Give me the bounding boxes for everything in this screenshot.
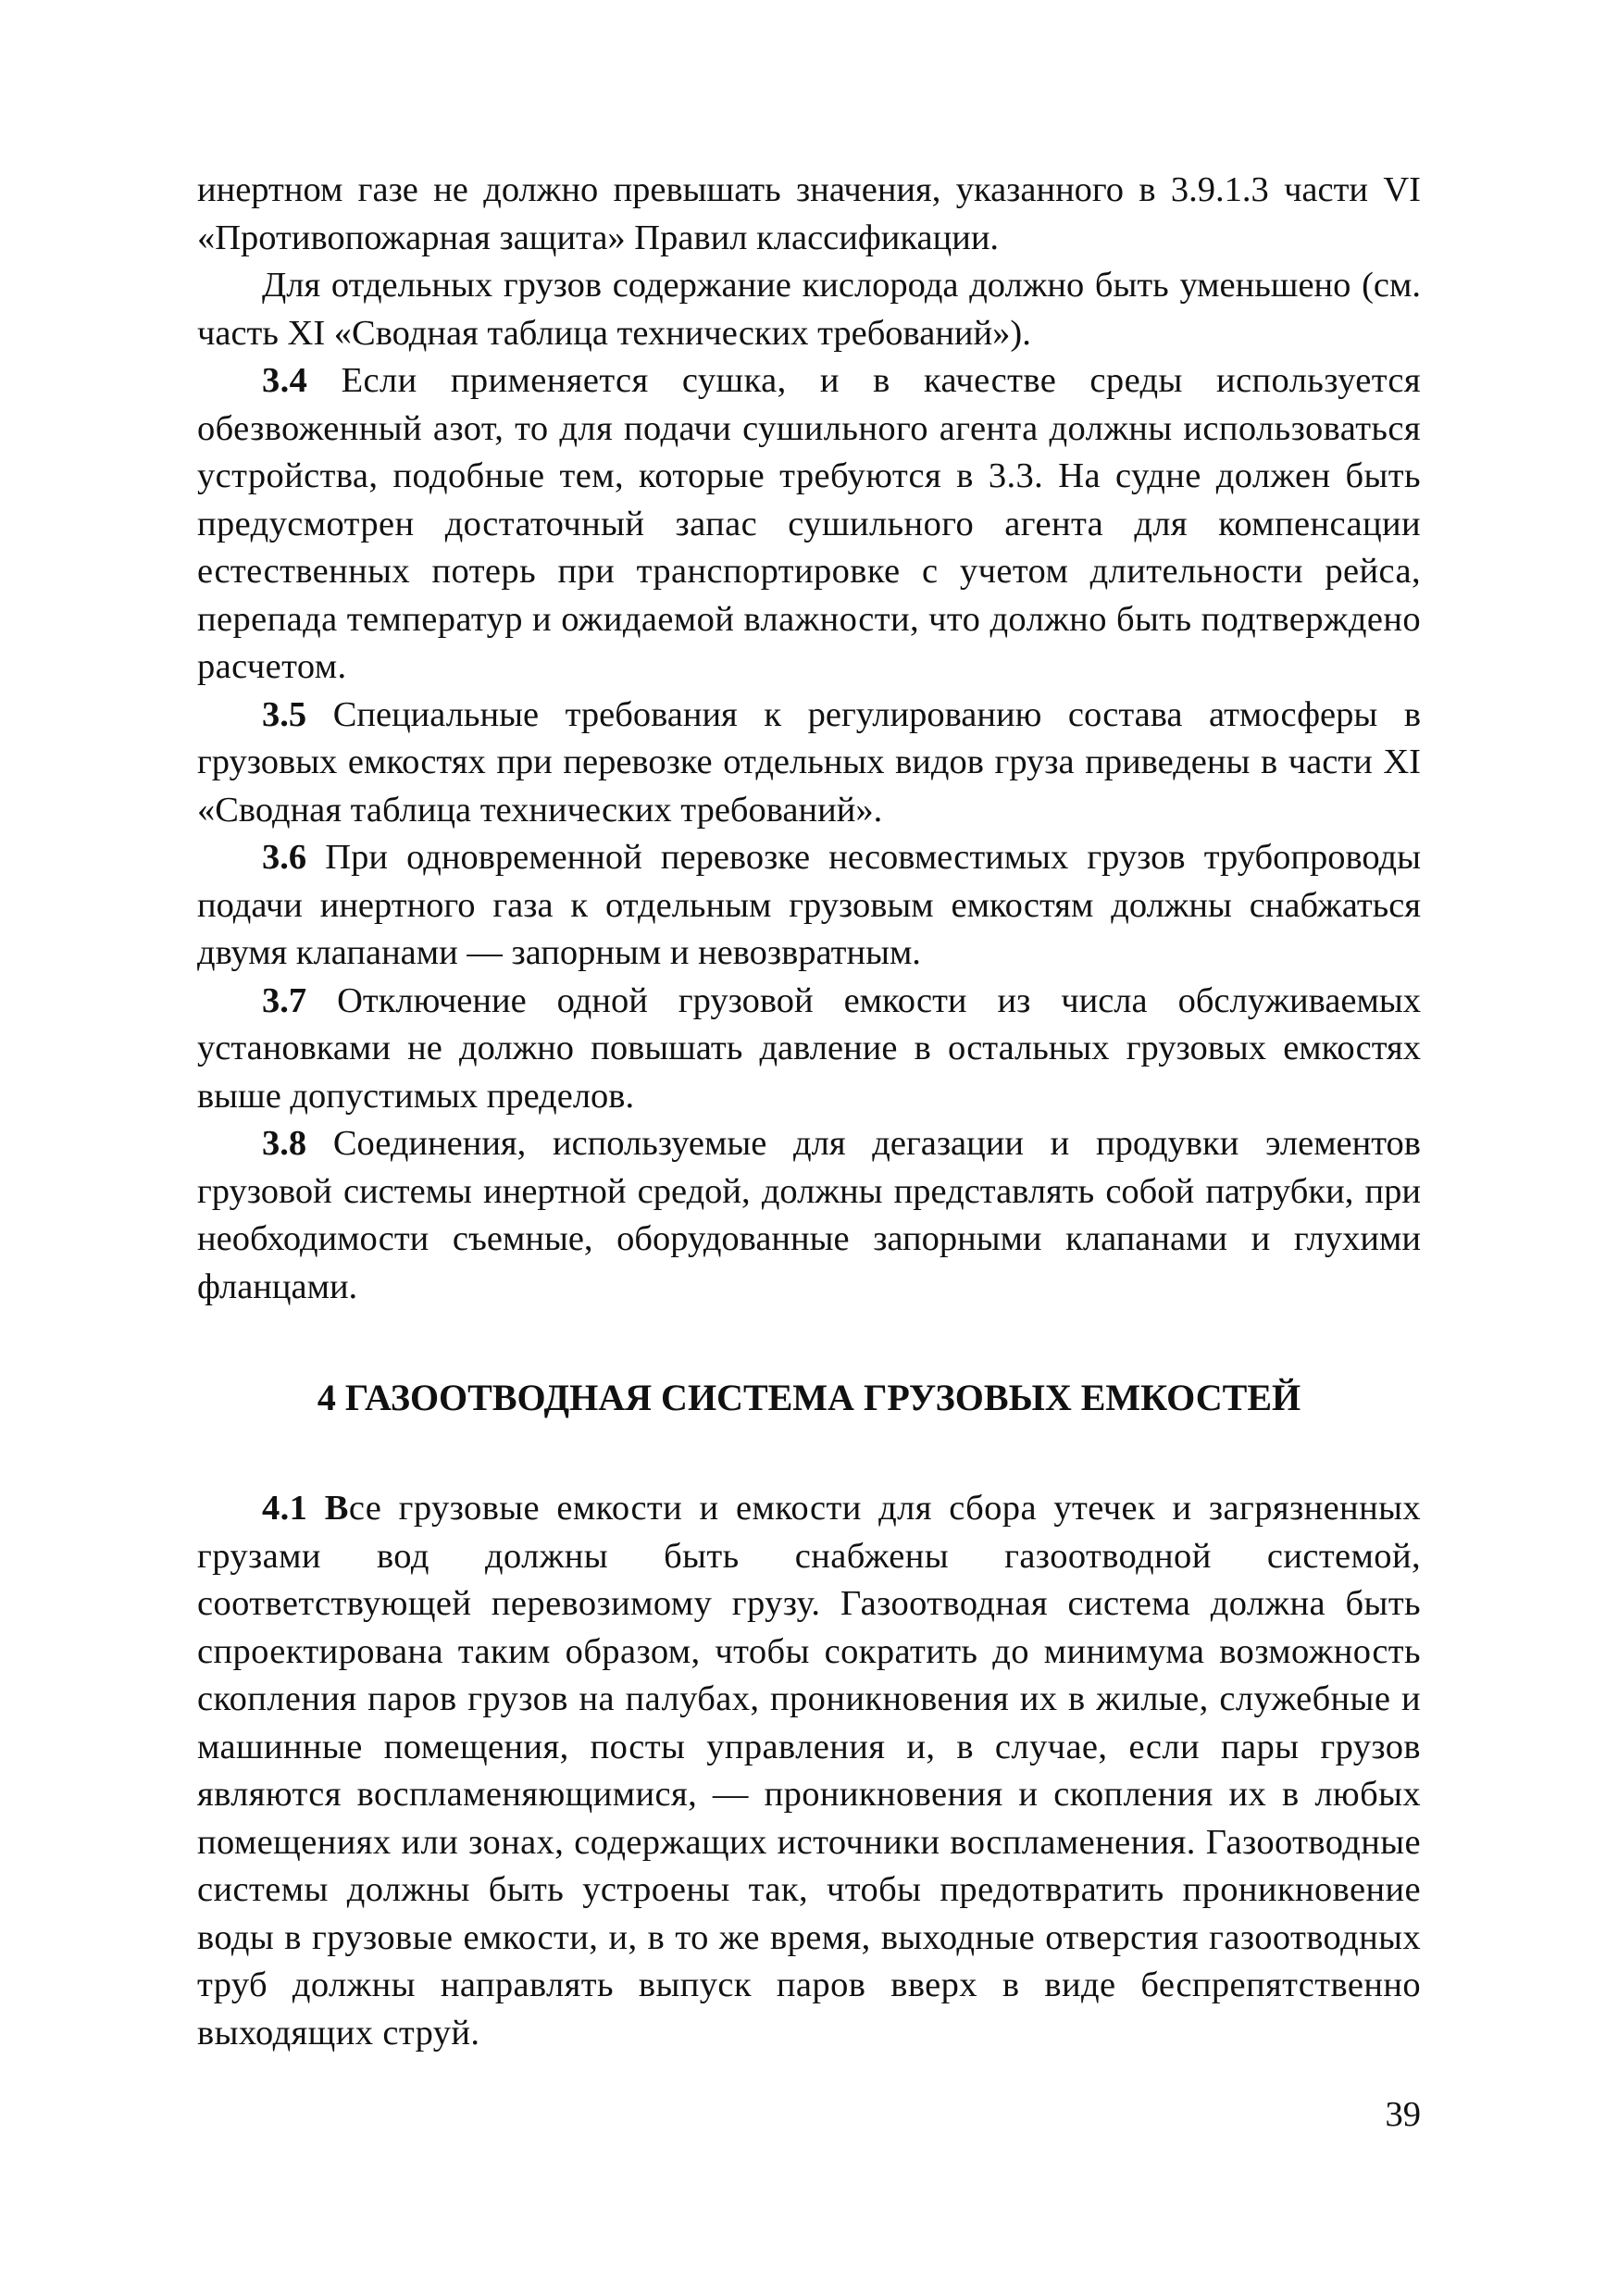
paragraph-text: Если применяется сушка, и в качестве среды используется обезвоженный азот, то для подачи сушильного агента должны использоваться устройства, подобные тем, которые требуются в 3.3. На судне должен быть предусмотрен достаточный запас сушильного агента для компенсации естественных потерь при транспортировке с учетом длительности рейса, перепада температур и ожидаемой влажности, что должно быть подтверждено расчетом. (197, 361, 1421, 686)
document-page (197, 167, 1421, 2057)
paragraph-3-8 (197, 1120, 1421, 1311)
paragraph-4-1 (197, 1485, 1421, 2057)
clause-number-space (307, 1489, 324, 1528)
first-letter: В (324, 1489, 349, 1528)
paragraph-oxygen (197, 262, 1421, 357)
page-number: 39 (1385, 2095, 1421, 2134)
clause-number: 3.7 (262, 980, 307, 1020)
paragraph-3-7 (197, 978, 1421, 1121)
paragraph-text: Отключение одной грузовой емкости из числа обслуживаемых установками не должно повышать давление в остальных грузовых емкостях выше допустимых пределов. (197, 980, 1421, 1116)
paragraph-3-4 (197, 357, 1421, 692)
paragraph-text: Соединения, используемые для дегазации и продувки элементов грузовой системы инертной средой, должны представлять собой патрубки, при необходимости съемные, оборудованные запорными клапанами и глухими фланцами. (197, 1124, 1421, 1306)
paragraph-3-5 (197, 692, 1421, 835)
paragraph-text: Специальные требования к регулированию состава атмосферы в грузовых емкостях при перевозке отдельных видов груза приведены в части XI «Сводная таблица технических требований». (197, 694, 1421, 830)
paragraph-text: се грузовые емкости и емкости для сбора утечек и загрязненных грузами вод должны быть снабжены газоотводной системой, соответствующей перевозимому грузу. Газоотводная система должна быть спроектирована таким образом, чтобы сократить до минимума возможность скопления паров грузов на палубах, проникновения их в жилые, служебные и машинные помещения, посты управления и, в случае, если пары грузов являются воспламеняющимися, — проникновения и скопления их в любых помещениях или зонах, содержащих источники воспламенения. Газоотводные системы должны быть устроены так, чтобы предотвратить проникновение воды в грузовые емкости, и, в то же время, выходные отверстия газоотводных труб должны направлять выпуск паров вверх в виде беспрепятственно выходящих струй. (197, 1489, 1421, 2053)
paragraph-3-6 (197, 834, 1421, 978)
clause-number: 3.4 (262, 361, 308, 400)
clause-number: 3.8 (262, 1124, 307, 1163)
clause-number: 3.6 (262, 838, 307, 877)
paragraph-text: Для отдельных грузов содержание кислорода должно быть уменьшено (см. часть XI «Сводная таблица технических требований»). (197, 266, 1421, 353)
paragraph-text: инертном газе не должно превышать значения, указанного в 3.9.1.3 части VI «Противопожарная защита» Правил классификации. (197, 170, 1421, 257)
section-heading: 4 ГАЗООТВОДНАЯ СИСТЕМА ГРУЗОВЫХ ЕМКОСТЕЙ (317, 1377, 1301, 1418)
clause-number: 3.5 (262, 694, 307, 734)
paragraph-text: При одновременной перевозке несовместимых грузов трубопроводы подачи инертного газа к отдельным грузовым емкостям должны снабжаться двумя клапанами — запорным и невозвратным. (197, 838, 1421, 972)
paragraph-continued (197, 167, 1421, 262)
clause-number: 4.1 (262, 1489, 308, 1528)
